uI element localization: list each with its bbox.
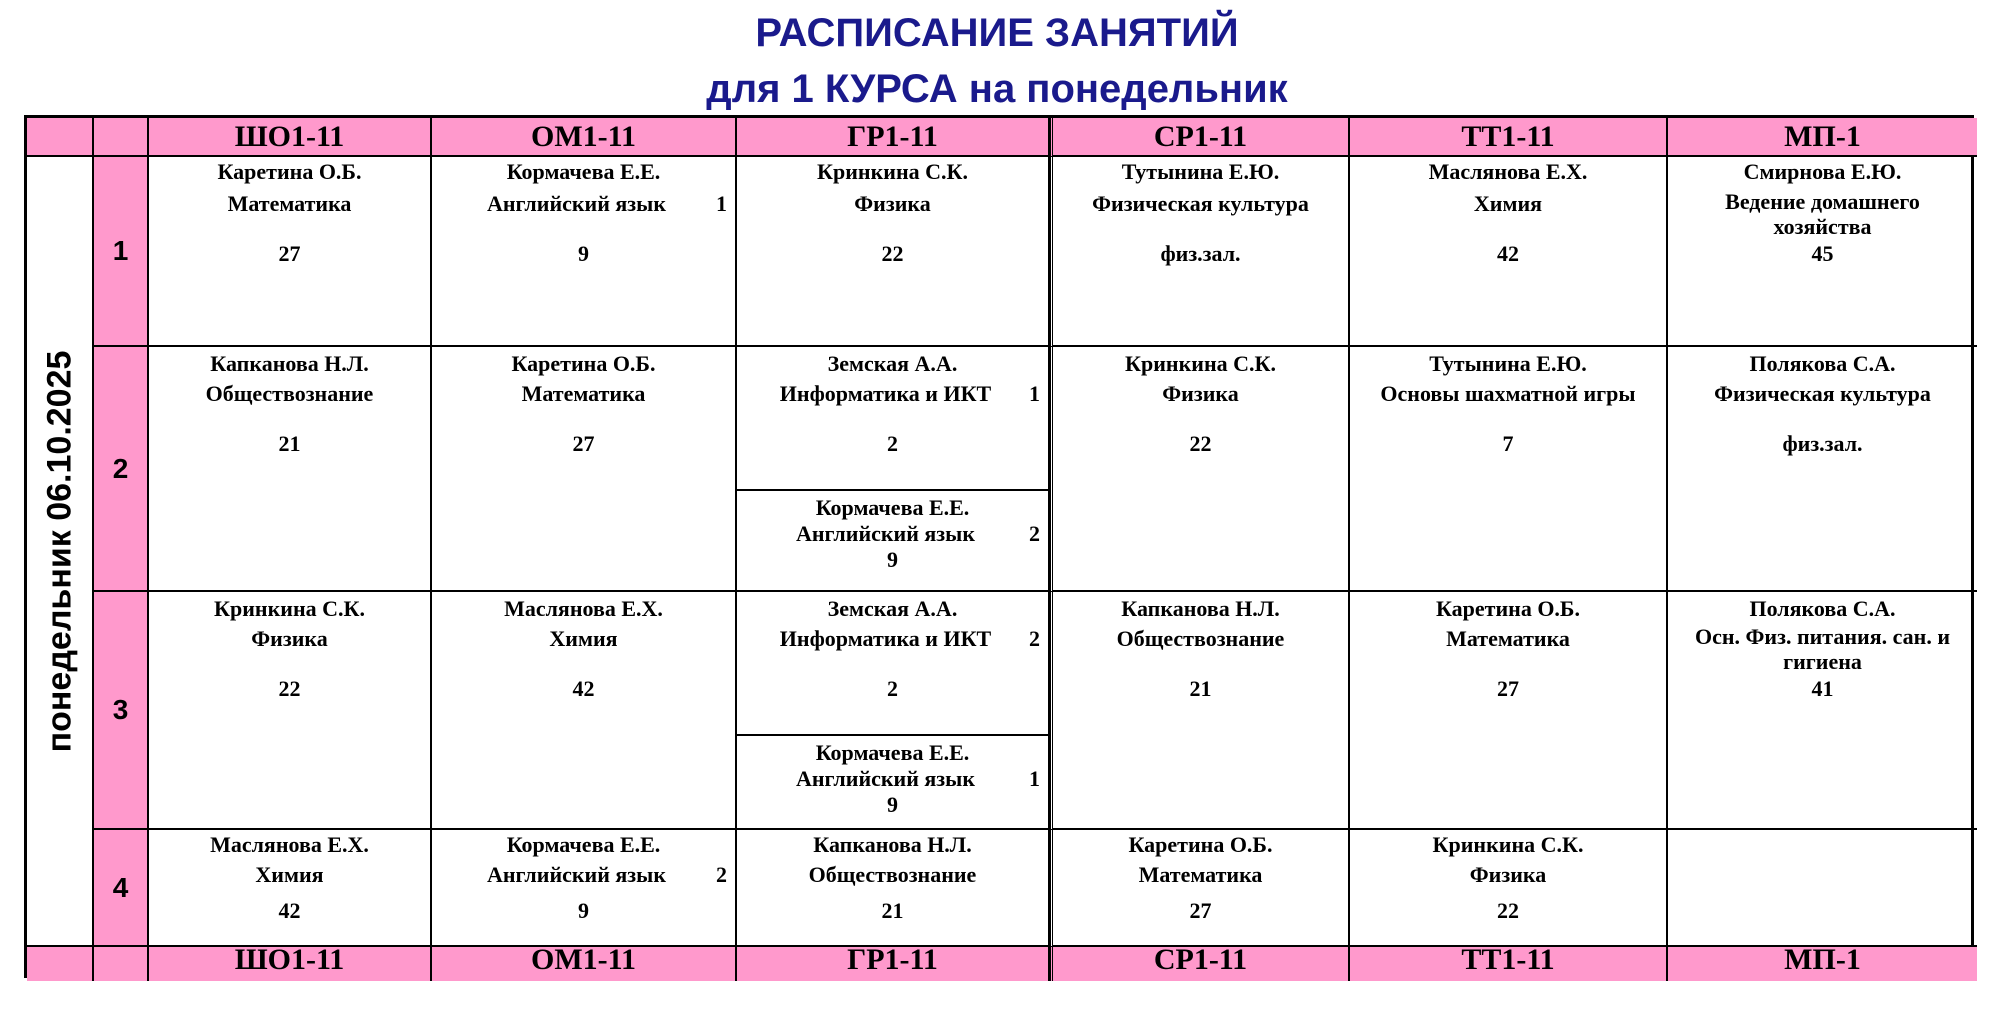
header-group-name: ГР1-11	[737, 118, 1050, 157]
room-number: 27	[1189, 898, 1212, 923]
subject-name: Математика	[521, 381, 646, 406]
schedule-cell	[1668, 157, 1977, 347]
footer-group-name: СР1-11	[1050, 947, 1350, 981]
lesson	[737, 157, 1048, 345]
lesson	[1053, 592, 1348, 828]
room-number: 27	[278, 241, 301, 266]
schedule-cell	[1050, 592, 1350, 830]
lesson	[1350, 592, 1666, 828]
teacher-name: Полякова С.А.	[1749, 596, 1896, 621]
room-number: 22	[278, 676, 301, 701]
teacher-name: Земская А.А.	[827, 596, 958, 621]
room-number: 9	[887, 792, 898, 817]
room-number: 9	[578, 898, 589, 923]
subject-name: Английский язык	[486, 191, 667, 216]
teacher-name: Кринкина С.К.	[1432, 832, 1584, 857]
lesson	[737, 736, 1048, 828]
room-number: 42	[278, 898, 301, 923]
page-title: РАСПИСАНИЕ ЗАНЯТИЙ	[755, 11, 1239, 55]
footer-group-name: ШО1-11	[149, 947, 432, 981]
teacher-name: Кринкина С.К.	[214, 596, 365, 621]
period-number: 2	[94, 347, 149, 592]
room-number: 21	[1189, 676, 1212, 701]
subject-name: Физическая культура	[1714, 381, 1931, 406]
subject-name: Физика	[1469, 862, 1547, 887]
subgroup-number: 2	[1029, 626, 1040, 651]
teacher-name: Кормачева Е.Е.	[506, 159, 661, 184]
schedule-cell	[432, 347, 737, 592]
subgroup-number: 1	[716, 191, 727, 216]
room-number: 41	[1811, 676, 1834, 701]
lesson	[149, 157, 430, 345]
teacher-name: Каретина О.Б.	[1436, 596, 1580, 621]
subject-name: Химия	[255, 862, 324, 887]
header-group-name: МП-1	[1668, 118, 1977, 157]
schedule-cell	[737, 592, 1050, 830]
date-label: понедельник 06.10.2025	[40, 350, 78, 752]
header-group-name: ОМ1-11	[432, 118, 737, 157]
subject-name: Физика	[251, 626, 328, 651]
room-number: 2	[887, 431, 898, 456]
schedule-cell	[737, 157, 1050, 347]
subject-name: Обществознание	[808, 862, 977, 887]
schedule-cell	[432, 157, 737, 347]
header-group-name: ШО1-11	[149, 118, 432, 157]
subject-name: Английский язык	[795, 766, 976, 791]
teacher-name: Маслянова Е.Х.	[504, 596, 663, 621]
subject-name: Информатика и ИКТ	[779, 381, 992, 406]
room-number: 9	[578, 241, 589, 266]
teacher-name: Тутынина Е.Ю.	[1121, 159, 1280, 184]
footer-group-name: ОМ1-11	[432, 947, 737, 981]
schedule-cell	[1668, 830, 1977, 947]
teacher-name: Каретина О.Б.	[511, 351, 656, 376]
subject-name: Основы шахматной игры	[1380, 381, 1636, 406]
period-number: 1	[94, 157, 149, 347]
subject-name: Физика	[1162, 381, 1239, 406]
subject-name: Осн. Физ. питания. сан. и гигиена	[1694, 624, 1951, 674]
schedule-cell	[1668, 592, 1977, 830]
subject-name: Английский язык	[486, 862, 667, 887]
subject-name: Математика	[1138, 862, 1263, 887]
lesson	[1668, 157, 1977, 345]
schedule-cell	[149, 347, 432, 592]
schedule-cell	[1050, 157, 1350, 347]
teacher-name: Кормачева Е.Е.	[506, 832, 661, 857]
teacher-name: Капканова Н.Л.	[1121, 596, 1280, 621]
room-number: 45	[1811, 241, 1834, 266]
lesson	[1350, 347, 1666, 590]
footer-group-name: ТТ1-11	[1350, 947, 1668, 981]
period-number: 4	[94, 830, 149, 947]
room-number: 22	[1189, 431, 1212, 456]
subject-name: Математика	[227, 191, 352, 216]
schedule-cell	[432, 592, 737, 830]
teacher-name: Земская А.А.	[827, 351, 958, 376]
room-number: 21	[278, 431, 301, 456]
room-number: 2	[887, 676, 898, 701]
lesson	[1053, 830, 1348, 945]
lesson	[1053, 347, 1348, 590]
room-number: 7	[1502, 431, 1514, 456]
room-number: 22	[881, 241, 904, 266]
schedule-cell	[149, 157, 432, 347]
teacher-name: Кормачева Е.Е.	[815, 495, 970, 520]
subject-name: Обществознание	[1116, 626, 1285, 651]
teacher-name: Полякова С.А.	[1749, 351, 1896, 376]
lesson	[432, 157, 735, 345]
schedule-cell	[149, 830, 432, 947]
lesson	[737, 830, 1048, 945]
subject-name: Химия	[549, 626, 618, 651]
header-group-name: ТТ1-11	[1350, 118, 1668, 157]
lesson	[737, 347, 1048, 491]
teacher-name: Кринкина С.К.	[817, 159, 968, 184]
teacher-name: Маслянова Е.Х.	[210, 832, 369, 857]
subject-name: Ведение домашнего хозяйства	[1725, 189, 1920, 239]
page-subtitle: для 1 КУРСА на понедельник	[706, 67, 1288, 111]
room-number: 22	[1497, 898, 1519, 923]
header-group-name: СР1-11	[1050, 118, 1350, 157]
room-number: 9	[887, 547, 898, 572]
teacher-name: Каретина О.Б.	[1128, 832, 1273, 857]
date-label-cell	[27, 157, 94, 947]
teacher-name: Смирнова Е.Ю.	[1743, 159, 1902, 184]
schedule-table	[24, 115, 1974, 978]
lesson	[1053, 157, 1348, 345]
room-number: 42	[572, 676, 595, 701]
lesson	[1350, 830, 1666, 945]
teacher-name: Маслянова Е.Х.	[1428, 159, 1588, 184]
schedule-cell	[1350, 830, 1668, 947]
footer-corner-cell	[94, 947, 149, 981]
header-corner-cell	[94, 118, 149, 157]
lesson	[432, 830, 735, 945]
schedule-cell	[432, 830, 737, 947]
schedule-cell	[1350, 592, 1668, 830]
period-number: 3	[94, 592, 149, 830]
lesson	[149, 830, 430, 945]
schedule-cell	[737, 830, 1050, 947]
schedule-cell	[1050, 830, 1350, 947]
room-number: 21	[881, 898, 904, 923]
subject-name: Физическая культура	[1092, 191, 1309, 216]
lesson	[432, 347, 735, 590]
schedule-cell	[1350, 347, 1668, 592]
room-number: физ.зал.	[1160, 241, 1241, 266]
schedule-cell	[737, 347, 1050, 592]
lesson	[432, 592, 735, 828]
schedule-cell	[149, 592, 432, 830]
subgroup-number: 1	[1029, 381, 1040, 406]
teacher-name: Тутынина Е.Ю.	[1429, 351, 1587, 376]
subject-name: Английский язык	[795, 521, 976, 546]
lesson	[1668, 347, 1977, 590]
footer-group-name: МП-1	[1668, 947, 1977, 981]
footer-group-name: ГР1-11	[737, 947, 1050, 981]
lesson	[737, 491, 1048, 590]
subject-name: Физика	[854, 191, 931, 216]
room-number: 27	[1497, 676, 1519, 701]
lesson	[1668, 592, 1977, 828]
subject-name: Математика	[1446, 626, 1570, 651]
teacher-name: Капканова Н.Л.	[813, 832, 972, 857]
teacher-name: Кринкина С.К.	[1125, 351, 1276, 376]
teacher-name: Капканова Н.Л.	[210, 351, 369, 376]
lesson	[149, 347, 430, 590]
room-number: 42	[1497, 241, 1519, 266]
subject-name: Информатика и ИКТ	[779, 626, 992, 651]
subgroup-number: 2	[716, 862, 727, 887]
subject-name: Обществознание	[205, 381, 374, 406]
footer-corner-cell	[27, 947, 94, 981]
schedule-cell	[1668, 347, 1977, 592]
header-corner-cell	[27, 118, 94, 157]
room-number: физ.зал.	[1782, 431, 1863, 456]
subgroup-number: 1	[1029, 766, 1040, 791]
lesson	[149, 592, 430, 828]
lesson	[737, 592, 1048, 736]
lesson	[1350, 157, 1666, 345]
schedule-cell	[1350, 157, 1668, 347]
subject-name: Химия	[1473, 191, 1543, 216]
teacher-name: Кормачева Е.Е.	[815, 740, 970, 765]
schedule-cell	[1050, 347, 1350, 592]
room-number: 27	[572, 431, 595, 456]
subgroup-number: 2	[1029, 521, 1040, 546]
teacher-name: Каретина О.Б.	[217, 159, 362, 184]
